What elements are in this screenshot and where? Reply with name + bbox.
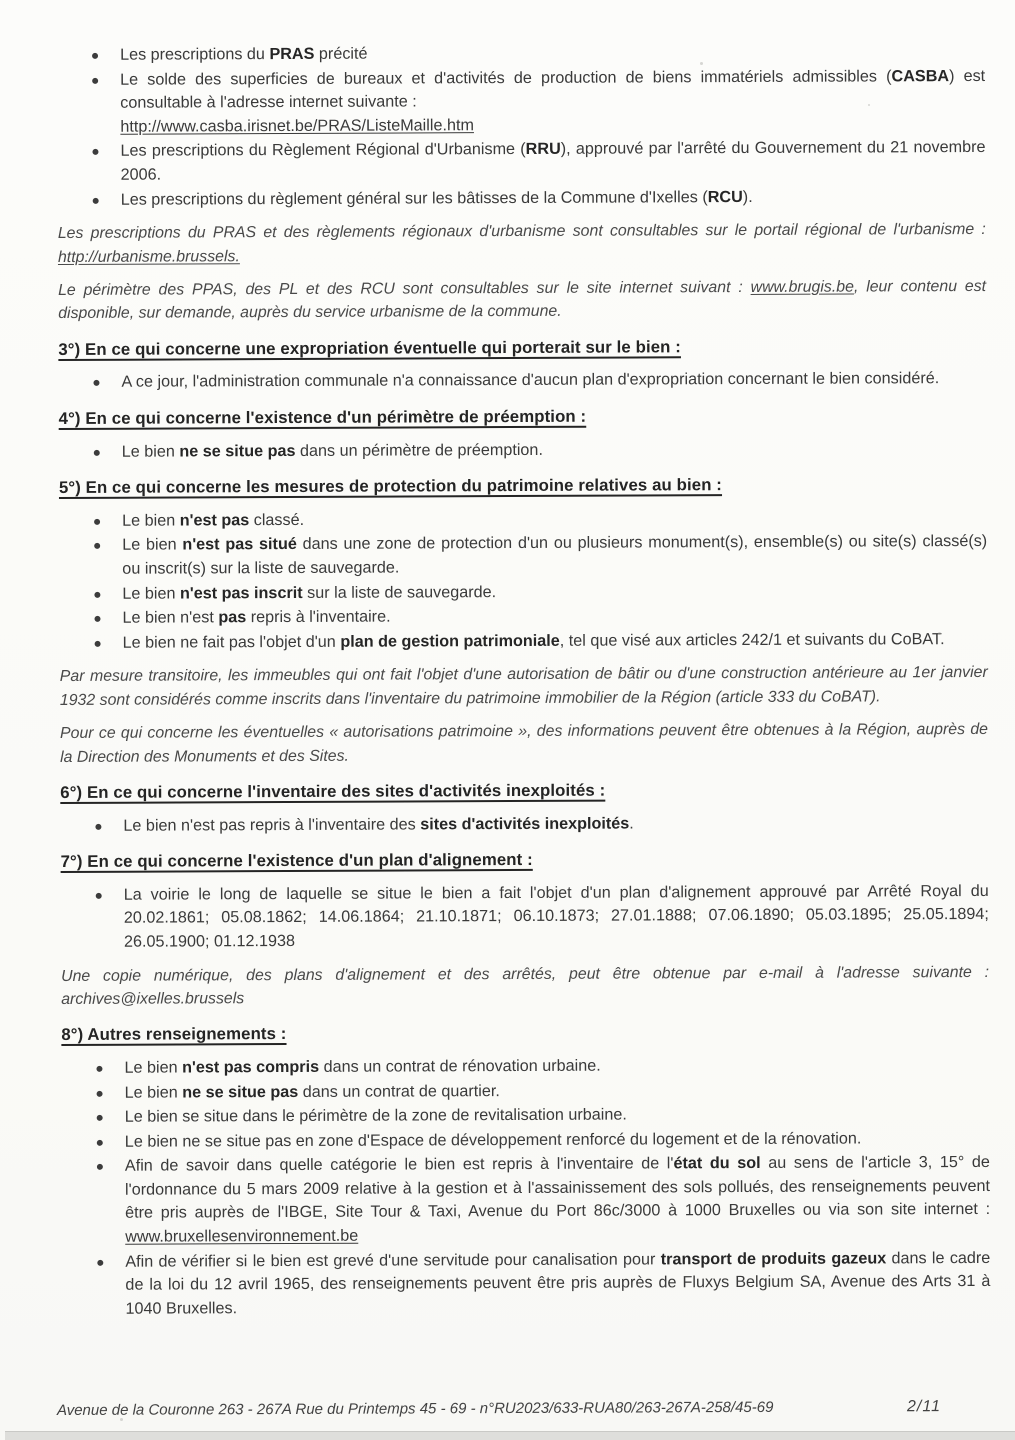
bullet-item xyxy=(122,530,987,581)
bold-text-segment: état du sol xyxy=(673,1154,761,1173)
text-segment: sur la liste de sauvegarde. xyxy=(302,582,497,602)
bold-text-segment: n'est pas inscrit xyxy=(179,583,303,602)
text-segment: , tel que visé aux articles 242/1 et suivants du CoBAT. xyxy=(559,629,945,650)
bold-text-segment: PRAS xyxy=(269,44,315,64)
section-heading-text: 4°) En ce qui concerne l'existence d'un périmètre de préemption : xyxy=(58,406,587,428)
text-segment: Le bien se situe dans le périmètre de la zone de revitalisation urbaine. xyxy=(124,1105,627,1126)
text-segment: Les prescriptions du PRAS et des règlements régionaux d'urbanisme sont consultables sur le portail régional de l'urbanisme : xyxy=(57,221,986,243)
bullet-list xyxy=(59,506,988,656)
text-segment: Le bien ne fait pas l'objet d'un xyxy=(122,632,341,652)
footer-reference: Avenue de la Couronne 263 - 267A Rue du Printemps 45 - 69 - n°RU2023/633-RUA80/263-267A-258/45-69 xyxy=(56,1398,774,1419)
bullet-list xyxy=(61,880,989,955)
bold-text-segment: RCU xyxy=(707,187,743,206)
bullet-item xyxy=(120,136,985,187)
bullet-item xyxy=(122,603,987,630)
section-heading xyxy=(58,334,986,362)
bullet-item xyxy=(123,810,988,837)
text-segment: Les prescriptions du règlement général sur les bâtisses de la Commune d'Ixelles ( xyxy=(120,187,708,209)
bold-text-segment: n'est pas compris xyxy=(182,1057,320,1077)
section-heading-text: 5°) En ce qui concerne les mesures de protection du patrimoine relatives au bien : xyxy=(58,475,723,498)
section-heading xyxy=(60,777,988,805)
text-segment: classé. xyxy=(249,510,305,529)
text-segment: Les prescriptions du Règlement Régional d'Urbanisme ( xyxy=(120,140,526,161)
text-segment: repris à l'inventaire. xyxy=(246,607,391,627)
text-segment: Le solde des superficies de bureaux et d'activités de production de biens immatériels admissibles ( xyxy=(120,66,892,89)
bullet-item xyxy=(123,628,988,655)
text-segment: Le bien xyxy=(124,1082,183,1102)
text-segment: Le bien ne se situe pas en zone d'Espace de développement renforcé du logement et de la rénovation. xyxy=(124,1129,862,1151)
section-heading-text: 7°) En ce qui concerne l'existence d'un plan d'alignement : xyxy=(60,850,533,872)
bold-text-segment: CASBA xyxy=(891,66,950,85)
document-link[interactable]: http://urbanisme.brussels. xyxy=(57,247,240,266)
text-segment: ) est consultable à l'adresse internet suivante : xyxy=(120,66,986,112)
text-segment: La voirie le long de laquelle se situe le bien a fait l'objet d'un plan d'alignement approuvé par Arrêté Royal du 20.02.1861; 05.08.1862; 14.06.1864; 21.10.1871; 06.10.1873; 27.01.1888; 07.06.1890; 05.03.1895; 25.05.1894; 26.05.1900; 01.12.1938 xyxy=(123,881,989,951)
text-segment: Le périmètre des PPAS, des PL et des RCU sont consultables sur le site internet suivant : xyxy=(58,278,751,299)
bullet-item xyxy=(122,437,987,464)
text-segment: . xyxy=(629,814,634,833)
text-segment: Le bien xyxy=(122,583,181,603)
text-segment: , leur contenu est disponible, sur demande, auprès du service urbanisme de la commune. xyxy=(58,277,987,323)
text-segment: ). xyxy=(742,187,753,206)
section-heading xyxy=(59,403,987,431)
text-segment: Le bien n'est xyxy=(122,608,219,627)
text-segment: Les prescriptions du xyxy=(120,45,270,64)
document-link[interactable]: www.brugis.be xyxy=(750,278,854,296)
text-segment: ), approuvé par l'arrêté du Gouvernement du 21 novembre 2006. xyxy=(120,138,986,184)
bullet-list xyxy=(59,437,987,465)
bullet-list xyxy=(58,367,986,395)
bold-text-segment: n'est pas situé xyxy=(182,535,297,554)
bullet-item xyxy=(121,185,986,212)
section-heading xyxy=(59,472,987,500)
text-segment: dans le cadre de la loi du 12 avril 1965, des renseignements peuvent être pris auprès de Fluxys Belgium SA, Avenue des Arts 31 à 1040 Bruxelles. xyxy=(125,1248,991,1318)
bullet-list xyxy=(60,810,988,838)
bullet-item xyxy=(122,578,987,605)
bullet-item xyxy=(125,1077,990,1104)
section-heading-text: 6°) En ce qui concerne l'inventaire des sites d'activités inexploités : xyxy=(60,780,606,802)
text-segment: Le bien xyxy=(124,1058,183,1077)
text-segment: Afin de savoir dans quelle catégorie le bien est repris à l'inventaire de l' xyxy=(124,1154,674,1175)
paragraph xyxy=(58,275,986,326)
scan-bottom-edge xyxy=(5,1431,1015,1440)
text-segment: Le bien xyxy=(122,511,180,530)
document-link[interactable]: www.bruxellesenvironnement.be xyxy=(125,1226,359,1246)
document-blocks xyxy=(57,40,991,1321)
text-segment: dans une zone de protection d'un ou plusieurs monument(s), ensemble(s) ou site(s) classé(s) ou inscrit(s) sur la liste de sauvegarde. xyxy=(122,532,988,578)
bold-text-segment: ne se situe pas xyxy=(182,1082,299,1101)
scan-speckle xyxy=(938,632,941,635)
bullet-item xyxy=(124,1053,989,1080)
text-segment: dans un périmètre de préemption. xyxy=(295,440,543,460)
scan-speckle xyxy=(868,104,870,106)
document-link[interactable]: http://www.casba.irisnet.be/PRAS/ListeMaille.htm xyxy=(120,115,474,136)
text-segment: Le bien xyxy=(121,442,180,461)
bold-text-segment: ne se situe pas xyxy=(179,441,296,461)
bullet-item xyxy=(121,367,986,394)
section-heading-text: 8°) Autres renseignements : xyxy=(61,1024,287,1045)
bullet-list xyxy=(57,40,986,212)
bullet-item xyxy=(125,1102,990,1129)
paragraph xyxy=(60,718,988,769)
text-segment: Pour ce qui concerne les éventuelles « autorisations patrimoine », des informations peuvent être obtenues à la Région, auprès de la Direction des Monuments et des Sites. xyxy=(59,721,989,766)
text-segment: au sens de l'article 3, 15° de l'ordonnance du 5 mars 2009 relative à la gestion et à l'assainissement des sols pollués, des renseignements peuvent être pris auprès de l'IBGE, Site Tour & Taxi, Avenue du Port 86c/3000 à 1000 Bruxelles ou via son site internet : xyxy=(124,1153,991,1223)
section-heading-text: 3°) En ce qui concerne une expropriation éventuelle qui porterait sur le bien : xyxy=(58,337,681,359)
text-segment: A ce jour, l'administration communale n'a connaissance d'aucun plan d'expropriation concernant le bien considéré. xyxy=(121,369,940,392)
bullet-list xyxy=(61,1053,990,1322)
paragraph xyxy=(58,218,986,269)
page-footer xyxy=(57,1398,941,1420)
text-segment: Par mesure transitoire, les immeubles qui ont fait l'objet d'une autorisation de bâtir ou d'une construction antérieure au 1er janvier 1932 sont considérés comme inscrits dans l'inventaire du patrimoine immobilier de la Région (article 333 du CoBAT). xyxy=(59,664,988,709)
text-segment: Le bien n'est pas repris à l'inventaire des xyxy=(123,814,421,835)
document-link[interactable]: archives@ixelles.brussels xyxy=(61,990,245,1008)
text-segment: dans un contrat de rénovation urbaine. xyxy=(319,1056,601,1076)
bullet-item xyxy=(120,65,985,140)
bold-text-segment: transport de produits gazeux xyxy=(660,1249,887,1269)
bullet-item xyxy=(122,506,987,533)
bold-text-segment: plan de gestion patrimoniale xyxy=(340,631,560,651)
bullet-item xyxy=(124,880,989,955)
bullet-item xyxy=(125,1247,990,1322)
paragraph xyxy=(60,661,988,712)
text-segment: Une copie numérique, des plans d'alignement et des arrêtés, peut être obtenue par e-mail à l'adresse suivante : xyxy=(61,963,990,985)
text-segment: Afin de vérifier si le bien est grevé d'une servitude pour canalisation pour xyxy=(125,1250,661,1271)
bold-text-segment: pas xyxy=(218,608,247,627)
scan-speckle xyxy=(120,1418,123,1421)
bold-text-segment: n'est pas xyxy=(179,510,250,530)
document-content xyxy=(57,40,991,1322)
paragraph xyxy=(61,960,989,1011)
text-segment: précité xyxy=(314,44,368,63)
page-number: 2/11 xyxy=(906,1398,941,1416)
scan-speckle xyxy=(700,62,703,65)
section-heading xyxy=(61,846,989,874)
text-segment: Le bien xyxy=(122,535,183,555)
bullet-item xyxy=(125,1127,990,1154)
bullet-item xyxy=(120,40,985,67)
section-heading xyxy=(61,1019,989,1047)
text-segment: dans un contrat de quartier. xyxy=(298,1081,500,1101)
bold-text-segment: sites d'activités inexploités xyxy=(420,814,630,833)
bullet-item xyxy=(125,1151,990,1249)
bold-text-segment: RRU xyxy=(525,140,561,159)
